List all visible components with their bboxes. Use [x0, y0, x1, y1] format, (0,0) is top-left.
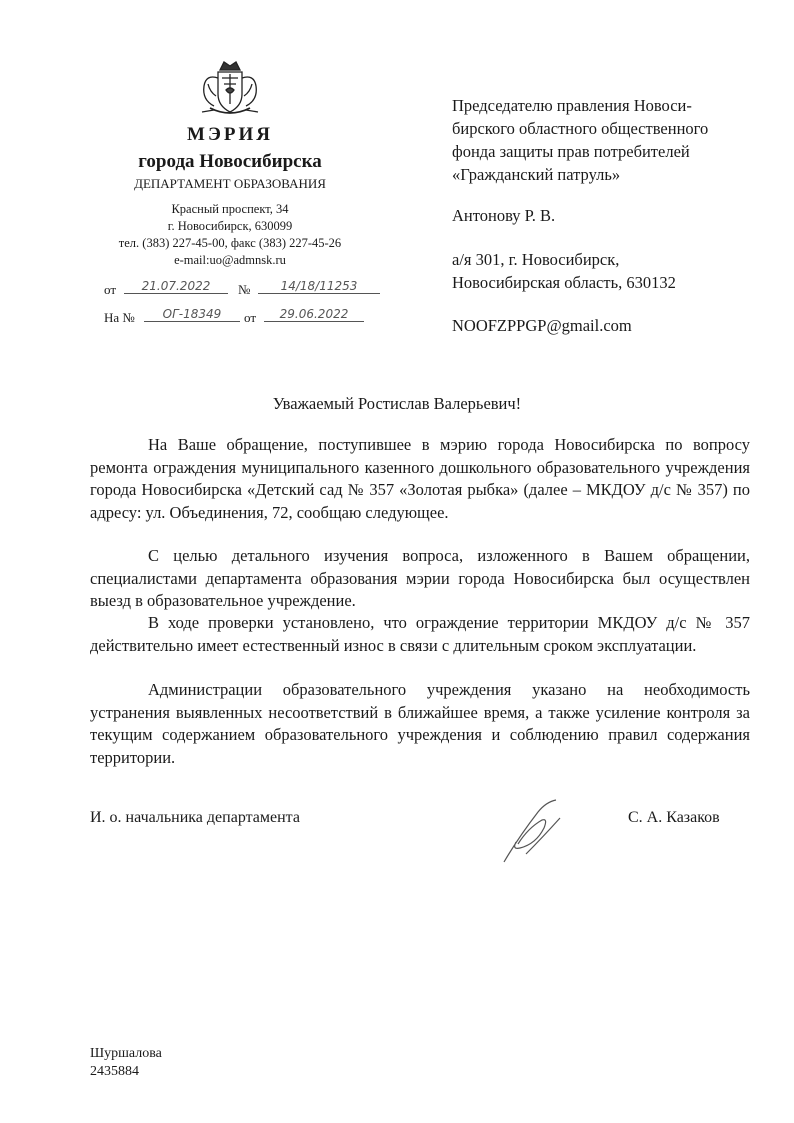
body-paragraph: С целью детального изучения вопроса, изложенного в Вашем обращении, специалистами департамента образования мэрии города Новосибирска был осуществлен выезд в образовательное учреждение.: [90, 546, 750, 610]
recipient-address: а/я 301, г. Новосибирск,: [452, 250, 620, 269]
reg-number: 14/18/11253: [258, 279, 380, 294]
executor-phone: 2435884: [90, 1064, 139, 1079]
recipient-email: NOOFZPPGP@gmail.com: [452, 316, 632, 335]
ref-date: 29.06.2022: [264, 307, 364, 322]
body-paragraph: Администрации образовательного учреждения указано на необходимость устранения выявленных несоответствий в ближайшее время, а также усиление контроля за текущим содержанием образовательного учреждения и соблюдению правил содержания территории.: [90, 680, 750, 767]
organization-title: МЭРИЯ: [187, 124, 273, 145]
recipient-address: Новосибирская область, 630132: [452, 273, 676, 292]
reg-number-label: №: [238, 282, 251, 297]
signatory-name: С. А. Казаков: [628, 809, 720, 826]
reg-from-label: от: [104, 282, 117, 297]
recipient-name: Антонову Р. В.: [452, 206, 556, 225]
coat-of-arms-icon: [196, 56, 264, 120]
organization-city: города Новосибирска: [138, 151, 322, 172]
signatory-position: И. о. начальника департамента: [90, 809, 300, 826]
address-email: e-mail:uo@admnsk.ru: [174, 253, 286, 267]
address-phone: тел. (383) 227-45-00, факс (383) 227-45-26: [118, 236, 342, 250]
address-city: г. Новосибирск, 630099: [167, 219, 293, 233]
handwritten-signature: [498, 798, 568, 868]
department-name: ДЕПАРТАМЕНТ ОБРАЗОВАНИЯ: [134, 176, 326, 191]
recipient-line: Председателю правления Новоси-: [452, 96, 692, 115]
recipient-line: бирского областного общественного: [452, 119, 709, 138]
ref-from-label: от: [244, 310, 257, 325]
ref-number: ОГ-18349: [144, 307, 240, 322]
recipient-line: фонда защиты прав потребителей: [452, 142, 690, 161]
body-paragraph: В ходе проверки установлено, что ограждение территории МКДОУ д/с № 357 действительно имеет естественный износ в связи с длительным сроком эксплуатации.: [90, 613, 750, 655]
recipient-line: «Гражданский патруль»: [452, 165, 621, 184]
reg-from-date: 21.07.2022: [124, 279, 228, 294]
greeting: Уважаемый Ростислав Валерьевич!: [272, 394, 522, 413]
body-paragraph: На Ваше обращение, поступившее в мэрию города Новосибирска по вопросу ремонта ограждения муниципального казенного дошкольного образовательного учреждения города Новосибирска «Детский сад № 357 «Золотая рыбка» (далее – МКДОУ д/с № 357) по адресу: ул. Объединения, 72, сообщаю следующее.: [90, 435, 750, 522]
address-street: Красный проспект, 34: [171, 202, 289, 216]
executor-name: Шуршалова: [90, 1046, 162, 1061]
ref-number-label: На №: [104, 310, 135, 325]
